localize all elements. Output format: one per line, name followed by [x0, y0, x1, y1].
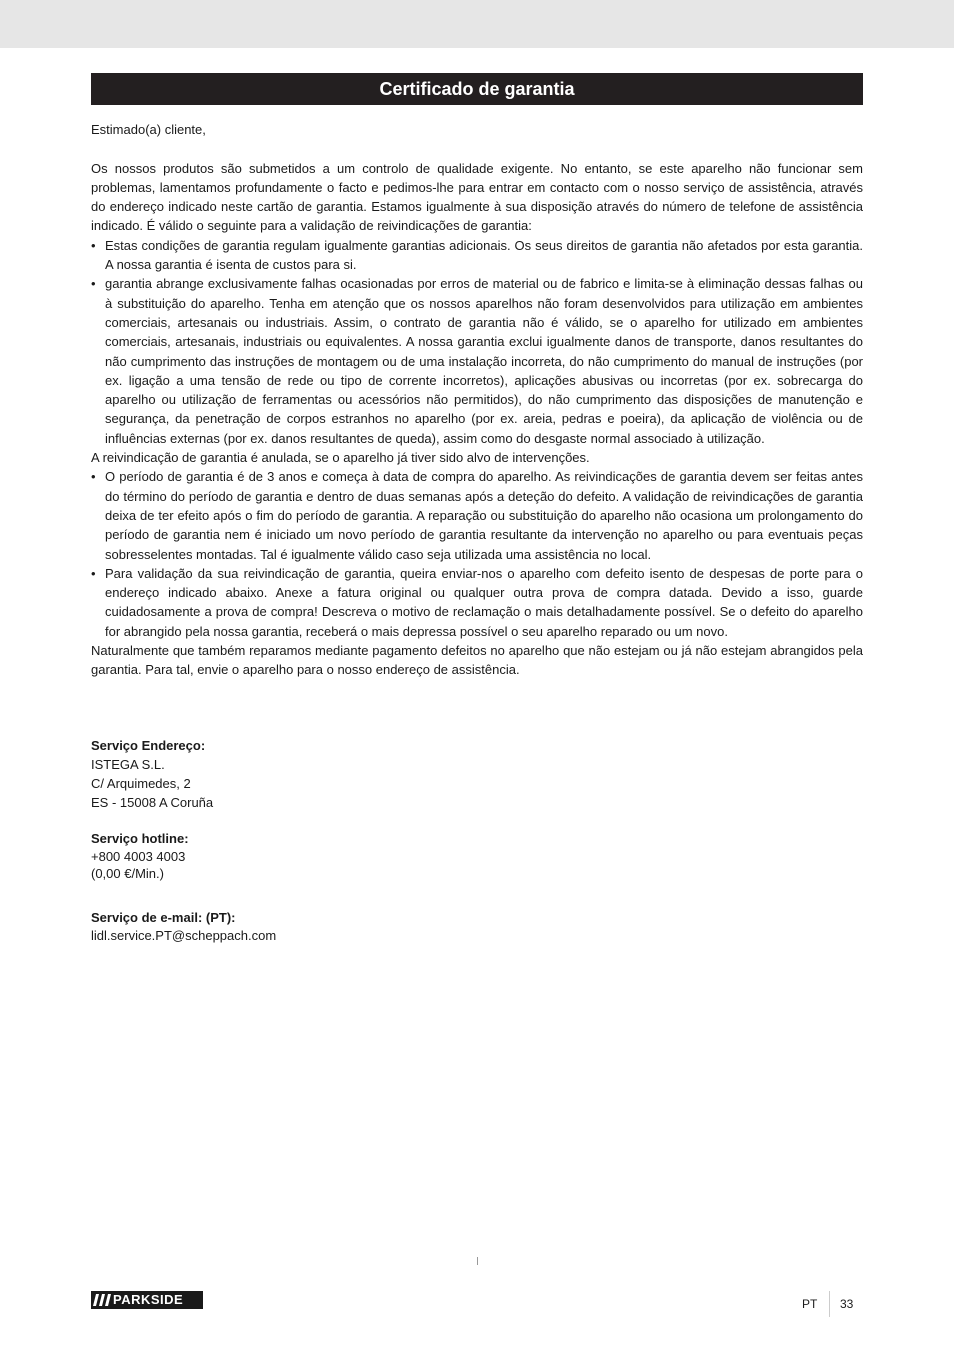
stripes-icon [91, 1291, 113, 1309]
list-item: • Para validação da sua reivindicação de garantia, queira enviar-nos o aparelho com defeito isento de despesas de porte para o endereço indicado abaixo. Anexe a fatura original ou qualquer outra prova de compra datada. Devido a isso, guarde cuidadosamente a prova de compra! Descreva o motivo de reclamação o mais detalhadamente possível. Se o defeito do aparelho for abrangido pela nossa garantia, receberá o mais depressa possível o seu aparelho reparado ou um novo. [91, 564, 863, 641]
hotline-price: (0,00 €/Min.) [91, 866, 164, 881]
greeting: Estimado(a) cliente, [91, 122, 206, 137]
service-street: C/ Arquimedes, 2 [91, 776, 191, 791]
page-number: 33 [840, 1297, 854, 1311]
list-item: • Estas condições de garantia regulam igualmente garantias adicionais. Os seus direitos de garantia não afetados por esta garantia. A nossa garantia é isenta de custos para si. [91, 236, 863, 275]
intro-paragraph: Os nossos produtos são submetidos a um controlo de qualidade exigente. No entanto, se este aparelho não funcionar sem problemas, lamentamos profundamente o facto e pedimos-lhe para entrar em contacto com o nosso serviço de assistência, através do endereço indicado neste cartão de garantia. Estamos igualmente à sua disposição através do número de telefone de assistência indicado. É válido o seguinte para a validação de reivindicações de garantia: [91, 160, 863, 234]
hotline-number: +800 4003 4003 [91, 848, 186, 864]
void-note: A reivindicação de garantia é anulada, se o aparelho já tiver sido alvo de intervenções. [91, 450, 590, 466]
email-address[interactable]: lidl.service.PT@scheppach.com [91, 927, 277, 943]
service-address-block [91, 736, 213, 812]
conditions-list-a [91, 236, 863, 448]
list-item: • garantia abrange exclusivamente falhas ocasionadas por erros de material ou de fabrico e limita-se à eliminação dessas falhas ou à substituição do aparelho. Tenha em atenção que os nossos aparelhos não foram desenvolvidos para utilização em ambientes comerciais, artesanais ou industriais. Assim, o contrato de garantia não é válido, se o aparelho for utilizado em ambientes comerciais, artesanais, industriais ou equivalentes. A nossa garantia exclui igualmente danos de transporte, danos resultantes do não cumprimento das instruções de montagem ou de uma instalação incorreta, do não cumprimento do manual de instruções (por ex. ligação a uma tensão de rede ou tipo de corrente incorretos), aplicações abusivas ou incorretas (por ex. sobrecarga do aparelho ou utilização de ferramentas ou acessórios não permitidos), do não cumprimento das disposições de manutenção e segurança, da penetração de corpos estranhos no aparelho (por ex. areia, pedras e poeira), da aplicação de violência ou de influências externas (por ex. danos resultantes de queda), assim como do desgaste normal associado à utilização. [91, 274, 863, 448]
list-item: • O período de garantia é de 3 anos e começa à data de compra do aparelho. As reivindicações de garantia devem ser feitas antes do término do período de garantia e dentro de duas semanas após a deteção do defeito. A validação de reivindicações de garantia deixa de ter efeito após o fim do período de garantia. A reparação ou substituição do aparelho não ocasiona um prolongamento do período de garantia nem é iniciado um novo período de garantia resultante da intervenção no aparelho ou para eventuais peças sobresselentes montadas. Tal é igualmente válido caso seja utilizada uma assistência no local. [91, 467, 863, 563]
hotline-heading: Serviço hotline: [91, 831, 189, 846]
service-city: ES - 15008 A Coruña [91, 795, 214, 810]
hotline-block [91, 830, 189, 883]
center-mark [477, 1257, 478, 1265]
warranty-text [91, 120, 863, 680]
conditions-list-b [91, 467, 863, 641]
brand-name: PARKSIDE [113, 1292, 184, 1307]
footer-divider [829, 1291, 830, 1317]
page-title: Certificado de garantia [91, 73, 863, 105]
footer-language: PT [802, 1297, 818, 1311]
parkside-logo [91, 1291, 203, 1309]
top-band [0, 0, 954, 48]
service-address-heading: Serviço Endereço: [91, 738, 206, 753]
email-heading: Serviço de e-mail: (PT): [91, 910, 236, 925]
email-block [91, 909, 276, 944]
service-company: ISTEGA S.L. [91, 757, 165, 772]
closing-paragraph: Naturalmente que também reparamos mediante pagamento defeitos no aparelho que não estejam ou já não estejam abrangidos pela garantia. Para tal, envie o aparelho para o nosso endereço de assistência. [91, 643, 863, 678]
